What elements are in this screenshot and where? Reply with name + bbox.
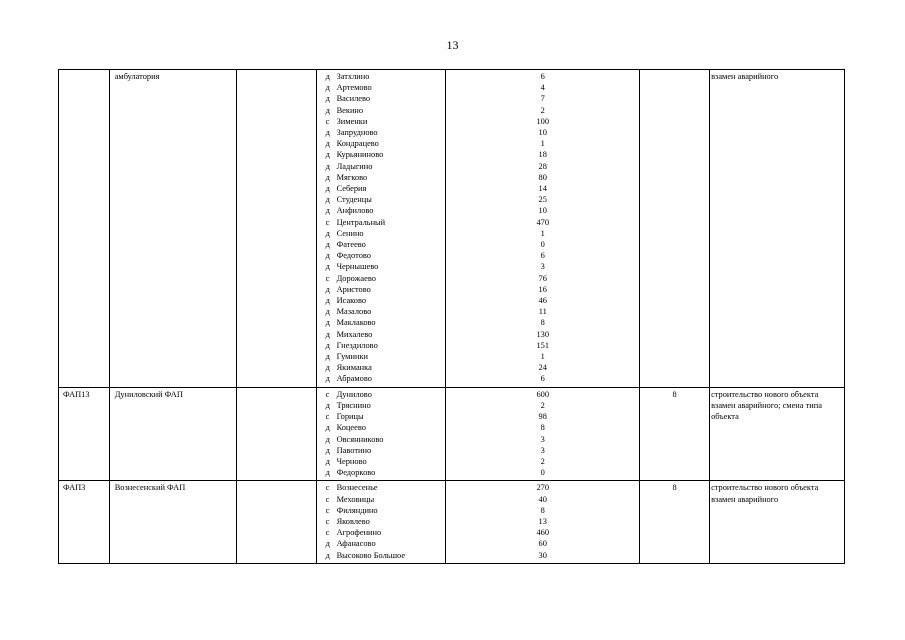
settlement-entry [326,228,444,239]
settlement-entry [326,161,444,172]
facilities-table [58,69,845,564]
settlement-entry [326,389,444,400]
population-value: 151 [536,340,550,350]
settlement-type: д [325,340,330,350]
settlement-entry [326,445,444,456]
settlement-name: Гуминки [336,352,368,362]
settlement-entry [326,273,444,284]
settlement-type: с [325,505,330,515]
settlement-type: с [325,389,330,399]
population-value: 8 [540,423,545,433]
settlement-type: д [325,445,330,455]
settlement-name: Федотово [336,251,371,261]
settlement-type: д [325,329,330,339]
population-value: 40 [538,494,547,504]
facility-code-cell: ФАП13 [59,387,110,481]
note-cell [710,481,845,563]
settlement-entry [326,239,444,250]
settlement-entry [326,340,444,351]
population-value: 8 [540,318,545,328]
settlement-name: Василево [336,94,371,104]
settlement-entry [326,505,444,516]
settlement-type: д [325,434,330,444]
settlement-type: д [325,128,330,138]
population-value: 6 [540,251,545,261]
settlement-type: д [325,206,330,216]
settlement-entry [326,261,444,272]
facility-code-cell: ФАП3 [59,481,110,563]
settlement-type: с [325,273,330,283]
note-text: строительство нового объекта [711,483,819,493]
note-text: строительство нового объекта [711,389,819,399]
settlement-name: Себерия [336,184,367,194]
settlement-name: Векино [336,105,364,115]
settlement-entry [326,205,444,216]
settlement-type: с [325,528,330,538]
population-value: 130 [536,329,550,339]
settlement-name: Анфилово [336,206,374,216]
settlement-entry [326,456,444,467]
settlement-name: Меховицы [336,494,375,504]
settlement-entry [326,467,444,478]
settlement-type: д [325,105,330,115]
settlement-entry [326,422,444,433]
distance-cell [640,70,710,388]
settlement-type: д [325,172,330,182]
note-cell [710,70,845,388]
settlement-name: Афанасово [336,539,376,549]
settlement-name: Маклаково [336,318,376,328]
population-value: 100 [536,116,550,126]
settlement-type: д [325,72,330,81]
settlement-type: с [325,516,330,526]
population-value: 28 [538,161,547,171]
settlement-entry [326,538,444,549]
population-value: 13 [538,516,547,526]
distance-cell: 8 [640,387,710,481]
settlement-entry [326,494,444,505]
facility-name-cell: амбулатория [109,70,237,388]
population-value: 4 [540,83,545,93]
population-value: 10 [538,128,547,138]
settlement-name: Якиманка [336,363,372,373]
table-row [59,481,845,563]
note-text: взамен аварийного [711,72,779,81]
settlement-type: д [325,161,330,171]
settlement-type: д [325,352,330,362]
settlement-type: д [325,262,330,272]
population-value: 25 [538,195,547,205]
empty-cell [237,70,316,388]
settlement-type: д [325,423,330,433]
settlement-entry [326,194,444,205]
page-number: 13 [446,38,459,52]
settlement-name: Ладыгино [336,161,373,171]
population-cell [446,387,640,481]
settlement-entry [326,362,444,373]
settlement-entry [326,149,444,160]
settlement-name: Черново [336,456,367,466]
population-cell [446,481,640,563]
settlement-entry [326,183,444,194]
distance-cell: 8 [640,481,710,563]
empty-cell [237,481,316,563]
settlement-name: Абрамово [336,374,372,384]
settlement-name: Исаково [336,296,367,306]
population-value: 30 [538,550,547,560]
settlement-name: Артемово [336,83,372,93]
population-value: 18 [538,150,547,160]
population-value: 3 [540,445,545,455]
settlement-entry [326,93,444,104]
population-value: 2 [540,456,545,466]
population-value: 76 [538,273,547,283]
settlement-type: д [325,83,330,93]
settlement-name: Агрофенино [336,528,382,538]
note-text: взамен аварийного [711,494,779,504]
note-cell [710,387,845,481]
settlement-type: д [325,150,330,160]
settlement-type: д [325,550,330,560]
settlement-entry [326,482,444,493]
population-value: 1 [540,228,545,238]
settlement-name: Курьяниново [336,150,384,160]
settlement-entry [326,116,444,127]
population-value: 6 [540,72,545,81]
settlement-entry [326,295,444,306]
settlement-name: Фатеево [336,240,366,250]
settlement-type: д [325,400,330,410]
settlement-type: д [325,139,330,149]
settlement-entry [326,306,444,317]
settlements-cell [316,481,446,563]
settlement-name: Тряснино [336,400,371,410]
settlement-entry [326,138,444,149]
population-value: 3 [540,262,545,272]
settlement-name: Горицы [336,412,364,422]
settlement-type: д [325,374,330,384]
settlement-name: Студенцы [336,195,372,205]
settlement-entry [326,411,444,422]
population-value: 460 [536,528,550,538]
population-value: 2 [540,400,545,410]
settlement-entry [326,373,444,384]
settlement-name: Вознесенье [336,483,378,493]
settlement-entry [326,217,444,228]
settlement-name: Запрудново [336,128,378,138]
note-text: взамен аварийного; смена типа объекта [711,400,822,422]
settlement-type: д [325,251,330,261]
settlement-type: с [325,217,330,227]
settlement-name: Михалево [336,329,373,339]
settlements-cell [316,70,446,388]
population-value: 2 [540,105,545,115]
population-value: 0 [540,240,545,250]
table-row [59,387,845,481]
population-value: 80 [538,172,547,182]
settlement-name: Павотино [336,445,372,455]
settlement-type: д [325,296,330,306]
settlement-type: д [325,284,330,294]
settlement-name: Мазалово [336,307,372,317]
settlement-name: Кондрацево [336,139,379,149]
settlement-name: Высоково Большое [336,550,406,560]
population-value: 7 [540,94,545,104]
settlement-type: д [325,363,330,373]
settlement-entry [326,172,444,183]
facility-code-cell [59,70,110,388]
settlement-name: Гнездилово [336,340,378,350]
settlement-entry [326,351,444,362]
population-value: 0 [540,468,545,478]
settlement-type: с [325,494,330,504]
settlements-cell [316,387,446,481]
empty-cell [237,387,316,481]
settlement-type: д [325,307,330,317]
settlement-entry [326,127,444,138]
population-cell [446,70,640,388]
settlement-name: Мягково [336,172,368,182]
settlement-type: д [325,468,330,478]
settlement-entry [326,434,444,445]
settlement-name: Зименки [336,116,368,126]
settlement-name: Сенино [336,228,364,238]
settlement-entry [326,82,444,93]
settlement-type: д [325,318,330,328]
population-value: 8 [540,505,545,515]
settlement-name: Центральный [336,217,386,227]
population-value: 1 [540,139,545,149]
population-value: 270 [536,483,550,493]
settlement-type: д [325,184,330,194]
settlement-name: Коцеево [336,423,366,433]
settlement-name: Овсянниково [336,434,384,444]
population-value: 3 [540,434,545,444]
population-value: 98 [538,412,547,422]
population-value: 60 [538,539,547,549]
settlement-entry [326,527,444,538]
settlement-name: Аристово [336,284,371,294]
population-value: 14 [538,184,547,194]
settlement-name: Яковлево [336,516,370,526]
settlement-type: д [325,539,330,549]
population-value: 600 [536,389,550,399]
settlement-type: с [325,483,330,493]
settlement-name: Затхлино [336,72,370,81]
settlement-entry [326,105,444,116]
settlement-entry [326,317,444,328]
facility-name-cell: Вознесенский ФАП [109,481,237,563]
facility-name-cell: Дуниловский ФАП [109,387,237,481]
population-value: 11 [538,307,547,317]
settlement-name: Чернышево [336,262,379,272]
population-value: 470 [536,217,550,227]
settlement-entry [326,71,444,82]
settlement-type: д [325,195,330,205]
population-value: 6 [540,374,545,384]
population-value: 24 [538,363,547,373]
settlement-entry [326,400,444,411]
settlement-entry [326,250,444,261]
settlement-type: д [325,94,330,104]
population-value: 46 [538,296,547,306]
settlement-name: Федорково [336,468,376,478]
settlement-name: Дорожаево [336,273,376,283]
settlement-entry [326,329,444,340]
population-value: 16 [538,284,547,294]
settlement-type: д [325,240,330,250]
population-value: 1 [540,352,545,362]
settlement-entry [326,550,444,561]
population-value: 10 [538,206,547,216]
settlement-name: Филяндино [336,505,378,515]
settlement-type: с [325,412,330,422]
settlement-name: Дунилово [336,389,372,399]
settlement-entry [326,284,444,295]
table-row [59,70,845,388]
settlement-entry [326,516,444,527]
settlement-type: д [325,456,330,466]
settlement-type: с [325,116,330,126]
settlement-type: д [325,228,330,238]
